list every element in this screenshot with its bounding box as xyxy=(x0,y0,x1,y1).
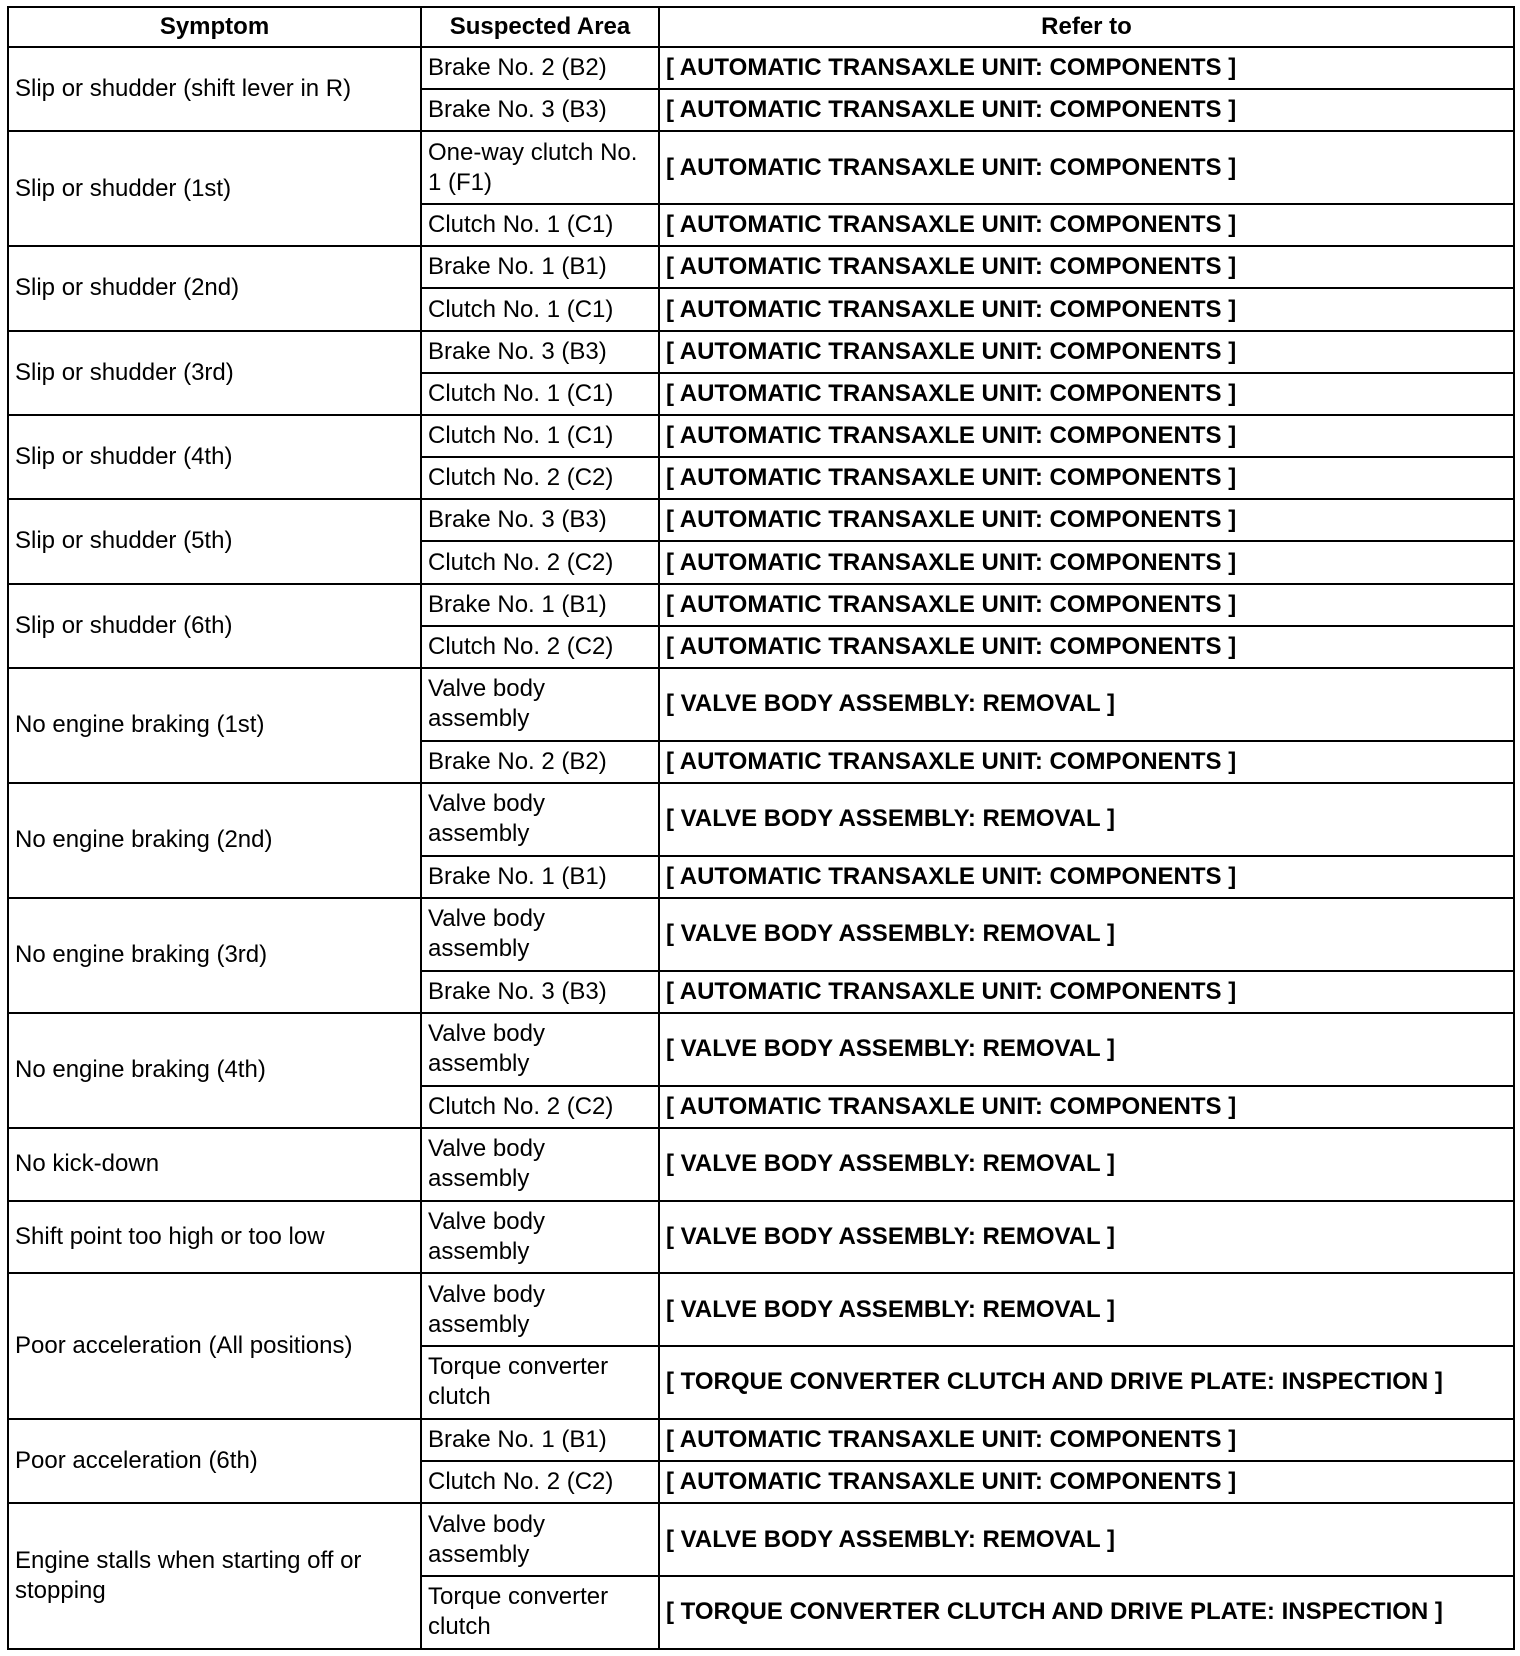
suspected-area-cell: Clutch No. 2 (C2) xyxy=(421,1461,659,1503)
refer-to-cell: [ AUTOMATIC TRANSAXLE UNIT: COMPONENTS ] xyxy=(659,47,1514,89)
suspected-area-cell: Brake No. 2 (B2) xyxy=(421,741,659,783)
table-row xyxy=(8,668,1514,741)
refer-to-cell: [ TORQUE CONVERTER CLUTCH AND DRIVE PLATE: INSPECTION ] xyxy=(659,1346,1514,1419)
refer-to-cell: [ TORQUE CONVERTER CLUTCH AND DRIVE PLATE: INSPECTION ] xyxy=(659,1576,1514,1649)
suspected-area-cell: Torque converter clutch xyxy=(421,1576,659,1649)
suspected-area-cell: Valve body assembly xyxy=(421,1201,659,1274)
table-row xyxy=(8,1503,1514,1576)
refer-to-cell: [ AUTOMATIC TRANSAXLE UNIT: COMPONENTS ] xyxy=(659,331,1514,373)
suspected-area-cell: Valve body assembly xyxy=(421,1503,659,1576)
symptom-cell: Slip or shudder (6th) xyxy=(8,584,421,668)
header-refer-to: Refer to xyxy=(659,7,1514,47)
refer-to-cell: [ VALVE BODY ASSEMBLY: REMOVAL ] xyxy=(659,1503,1514,1576)
header-symptom: Symptom xyxy=(8,7,421,47)
table-row xyxy=(8,898,1514,971)
refer-to-cell: [ AUTOMATIC TRANSAXLE UNIT: COMPONENTS ] xyxy=(659,89,1514,131)
refer-to-cell: [ VALVE BODY ASSEMBLY: REMOVAL ] xyxy=(659,898,1514,971)
table-row xyxy=(8,246,1514,288)
suspected-area-cell: Brake No. 3 (B3) xyxy=(421,971,659,1013)
suspected-area-cell: Clutch No. 1 (C1) xyxy=(421,288,659,330)
suspected-area-cell: Valve body assembly xyxy=(421,668,659,741)
refer-to-cell: [ AUTOMATIC TRANSAXLE UNIT: COMPONENTS ] xyxy=(659,457,1514,499)
suspected-area-cell: Valve body assembly xyxy=(421,1273,659,1346)
header-row xyxy=(8,7,1514,47)
refer-to-cell: [ AUTOMATIC TRANSAXLE UNIT: COMPONENTS ] xyxy=(659,1419,1514,1461)
table-row xyxy=(8,1201,1514,1274)
suspected-area-cell: One-way clutch No. 1 (F1) xyxy=(421,131,659,204)
refer-to-cell: [ AUTOMATIC TRANSAXLE UNIT: COMPONENTS ] xyxy=(659,246,1514,288)
refer-to-cell: [ AUTOMATIC TRANSAXLE UNIT: COMPONENTS ] xyxy=(659,204,1514,246)
symptom-cell: Engine stalls when starting off or stopping xyxy=(8,1503,421,1649)
symptom-cell: Slip or shudder (3rd) xyxy=(8,331,421,415)
symptom-cell: Slip or shudder (4th) xyxy=(8,415,421,499)
suspected-area-cell: Brake No. 3 (B3) xyxy=(421,331,659,373)
table-row xyxy=(8,584,1514,626)
symptom-table xyxy=(7,6,1515,1650)
suspected-area-cell: Brake No. 1 (B1) xyxy=(421,584,659,626)
suspected-area-cell: Valve body assembly xyxy=(421,1013,659,1086)
symptom-cell: Slip or shudder (2nd) xyxy=(8,246,421,330)
refer-to-cell: [ VALVE BODY ASSEMBLY: REMOVAL ] xyxy=(659,1201,1514,1274)
suspected-area-cell: Brake No. 2 (B2) xyxy=(421,47,659,89)
suspected-area-cell: Clutch No. 1 (C1) xyxy=(421,373,659,415)
symptom-cell: No kick-down xyxy=(8,1128,421,1201)
refer-to-cell: [ AUTOMATIC TRANSAXLE UNIT: COMPONENTS ] xyxy=(659,499,1514,541)
suspected-area-cell: Torque converter clutch xyxy=(421,1346,659,1419)
suspected-area-cell: Clutch No. 2 (C2) xyxy=(421,541,659,583)
refer-to-cell: [ AUTOMATIC TRANSAXLE UNIT: COMPONENTS ] xyxy=(659,288,1514,330)
table-row xyxy=(8,1128,1514,1201)
suspected-area-cell: Valve body assembly xyxy=(421,783,659,856)
symptom-cell: Poor acceleration (All positions) xyxy=(8,1273,421,1419)
suspected-area-cell: Valve body assembly xyxy=(421,1128,659,1201)
suspected-area-cell: Clutch No. 1 (C1) xyxy=(421,204,659,246)
table-row xyxy=(8,1273,1514,1346)
suspected-area-cell: Brake No. 1 (B1) xyxy=(421,246,659,288)
refer-to-cell: [ AUTOMATIC TRANSAXLE UNIT: COMPONENTS ] xyxy=(659,741,1514,783)
symptom-cell: No engine braking (4th) xyxy=(8,1013,421,1128)
refer-to-cell: [ AUTOMATIC TRANSAXLE UNIT: COMPONENTS ] xyxy=(659,415,1514,457)
table-row xyxy=(8,783,1514,856)
suspected-area-cell: Valve body assembly xyxy=(421,898,659,971)
symptom-cell: Poor acceleration (6th) xyxy=(8,1419,421,1503)
suspected-area-cell: Brake No. 1 (B1) xyxy=(421,1419,659,1461)
table-row xyxy=(8,499,1514,541)
refer-to-cell: [ AUTOMATIC TRANSAXLE UNIT: COMPONENTS ] xyxy=(659,1461,1514,1503)
table-row xyxy=(8,1419,1514,1461)
refer-to-cell: [ VALVE BODY ASSEMBLY: REMOVAL ] xyxy=(659,1013,1514,1086)
refer-to-cell: [ VALVE BODY ASSEMBLY: REMOVAL ] xyxy=(659,1273,1514,1346)
table-row xyxy=(8,331,1514,373)
table-row xyxy=(8,1013,1514,1086)
symptom-cell: Shift point too high or too low xyxy=(8,1201,421,1274)
suspected-area-cell: Clutch No. 2 (C2) xyxy=(421,626,659,668)
refer-to-cell: [ AUTOMATIC TRANSAXLE UNIT: COMPONENTS ] xyxy=(659,856,1514,898)
symptom-cell: Slip or shudder (1st) xyxy=(8,131,421,246)
symptom-cell: No engine braking (1st) xyxy=(8,668,421,783)
refer-to-cell: [ VALVE BODY ASSEMBLY: REMOVAL ] xyxy=(659,668,1514,741)
suspected-area-cell: Brake No. 3 (B3) xyxy=(421,499,659,541)
table-row xyxy=(8,415,1514,457)
refer-to-cell: [ AUTOMATIC TRANSAXLE UNIT: COMPONENTS ] xyxy=(659,584,1514,626)
suspected-area-cell: Brake No. 1 (B1) xyxy=(421,856,659,898)
symptom-cell: No engine braking (3rd) xyxy=(8,898,421,1013)
refer-to-cell: [ AUTOMATIC TRANSAXLE UNIT: COMPONENTS ] xyxy=(659,373,1514,415)
refer-to-cell: [ AUTOMATIC TRANSAXLE UNIT: COMPONENTS ] xyxy=(659,131,1514,204)
header-suspected-area: Suspected Area xyxy=(421,7,659,47)
symptom-cell: Slip or shudder (5th) xyxy=(8,499,421,583)
refer-to-cell: [ VALVE BODY ASSEMBLY: REMOVAL ] xyxy=(659,1128,1514,1201)
suspected-area-cell: Clutch No. 2 (C2) xyxy=(421,1086,659,1128)
refer-to-cell: [ AUTOMATIC TRANSAXLE UNIT: COMPONENTS ] xyxy=(659,541,1514,583)
table-row xyxy=(8,131,1514,204)
refer-to-cell: [ AUTOMATIC TRANSAXLE UNIT: COMPONENTS ] xyxy=(659,1086,1514,1128)
symptom-cell: Slip or shudder (shift lever in R) xyxy=(8,47,421,131)
refer-to-cell: [ AUTOMATIC TRANSAXLE UNIT: COMPONENTS ] xyxy=(659,626,1514,668)
refer-to-cell: [ AUTOMATIC TRANSAXLE UNIT: COMPONENTS ] xyxy=(659,971,1514,1013)
suspected-area-cell: Clutch No. 1 (C1) xyxy=(421,415,659,457)
refer-to-cell: [ VALVE BODY ASSEMBLY: REMOVAL ] xyxy=(659,783,1514,856)
table-row xyxy=(8,47,1514,89)
suspected-area-cell: Brake No. 3 (B3) xyxy=(421,89,659,131)
suspected-area-cell: Clutch No. 2 (C2) xyxy=(421,457,659,499)
symptom-cell: No engine braking (2nd) xyxy=(8,783,421,898)
